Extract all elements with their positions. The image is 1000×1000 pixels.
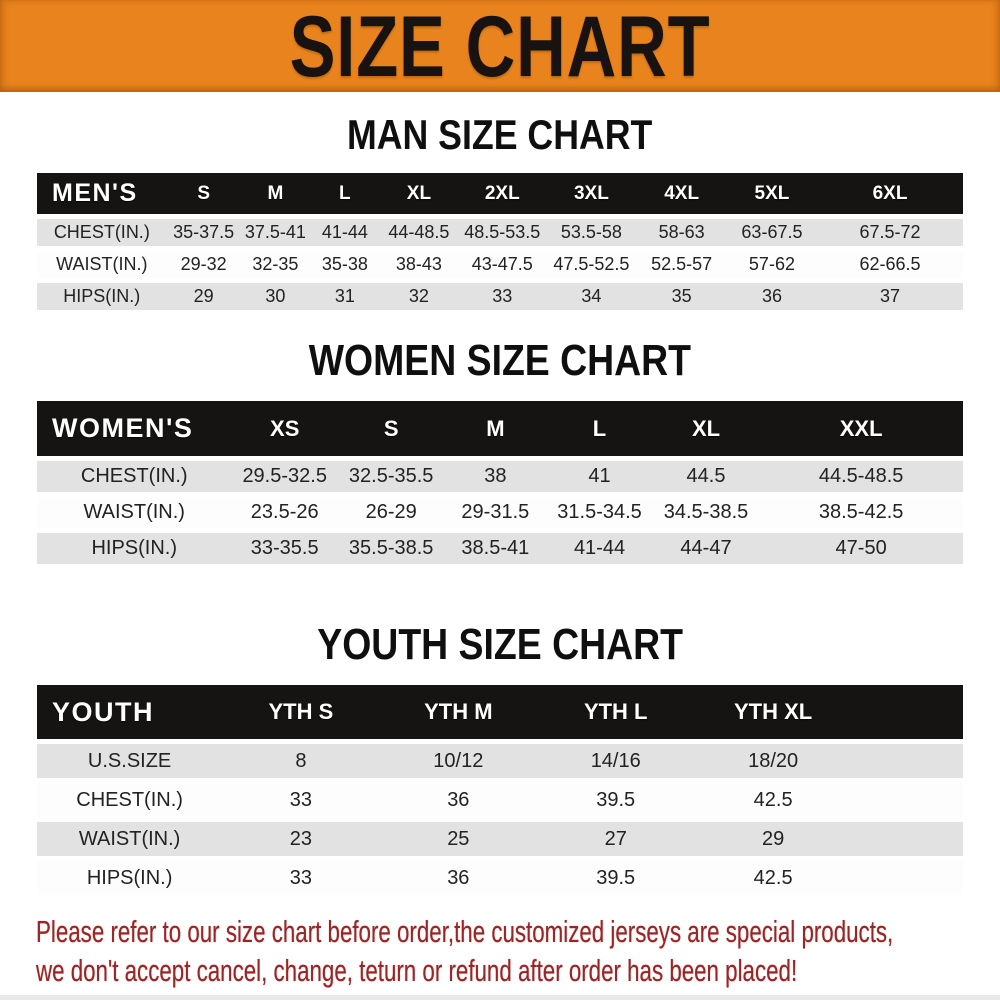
size-cell: 44-47 bbox=[653, 533, 759, 564]
size-column-header: M bbox=[444, 401, 546, 456]
men-size-table bbox=[37, 168, 963, 315]
size-column-header: YTH XL bbox=[694, 685, 851, 739]
footer-note bbox=[36, 912, 964, 990]
header-filler bbox=[852, 685, 963, 739]
banner-title: SIZE CHART bbox=[289, 0, 711, 95]
table-header-row bbox=[37, 401, 963, 456]
size-cell: 35 bbox=[637, 283, 727, 310]
size-column-header: 5XL bbox=[727, 173, 817, 214]
row-label: CHEST(IN.) bbox=[37, 461, 231, 492]
table-group-label: MEN'S bbox=[37, 173, 167, 214]
cell-filler bbox=[852, 861, 963, 895]
footer-line-2: we don't accept cancel, change, teturn or refund after order has been placed! bbox=[36, 953, 798, 988]
size-cell: 44.5 bbox=[653, 461, 759, 492]
youth-heading bbox=[0, 622, 1000, 668]
row-label: WAIST(IN.) bbox=[37, 497, 231, 528]
table-row bbox=[37, 283, 963, 310]
size-column-header: XXL bbox=[759, 401, 963, 456]
size-cell: 44-48.5 bbox=[380, 219, 459, 246]
size-cell: 36 bbox=[380, 783, 537, 817]
size-cell: 39.5 bbox=[537, 783, 694, 817]
size-cell: 29 bbox=[167, 283, 241, 310]
size-column-header: L bbox=[310, 173, 379, 214]
size-cell: 35-37.5 bbox=[167, 219, 241, 246]
size-cell: 67.5-72 bbox=[817, 219, 963, 246]
youth-heading-text: YOUTH SIZE CHART bbox=[317, 620, 683, 669]
size-cell: 29 bbox=[694, 822, 851, 856]
size-cell: 27 bbox=[537, 822, 694, 856]
size-cell: 42.5 bbox=[694, 861, 851, 895]
youth-size-table bbox=[37, 680, 963, 900]
size-cell: 37 bbox=[817, 283, 963, 310]
row-label: CHEST(IN.) bbox=[37, 219, 167, 246]
size-cell: 38 bbox=[444, 461, 546, 492]
size-cell: 29.5-32.5 bbox=[231, 461, 337, 492]
size-column-header: XS bbox=[231, 401, 337, 456]
size-cell: 10/12 bbox=[380, 744, 537, 778]
row-label: WAIST(IN.) bbox=[37, 822, 222, 856]
size-column-header: YTH S bbox=[222, 685, 379, 739]
row-label: U.S.SIZE bbox=[37, 744, 222, 778]
size-cell: 37.5-41 bbox=[241, 219, 310, 246]
size-column-header: 4XL bbox=[637, 173, 727, 214]
size-column-header: 3XL bbox=[546, 173, 636, 214]
size-column-header: YTH L bbox=[537, 685, 694, 739]
size-cell: 33-35.5 bbox=[231, 533, 337, 564]
table-row bbox=[37, 251, 963, 278]
size-cell: 23 bbox=[222, 822, 379, 856]
size-column-header: 6XL bbox=[817, 173, 963, 214]
size-cell: 43-47.5 bbox=[458, 251, 546, 278]
cell-filler bbox=[852, 783, 963, 817]
banner bbox=[0, 0, 1000, 95]
size-cell: 41 bbox=[546, 461, 652, 492]
size-cell: 32 bbox=[380, 283, 459, 310]
table-row bbox=[37, 861, 963, 895]
size-cell: 57-62 bbox=[727, 251, 817, 278]
women-heading-text: WOMEN SIZE CHART bbox=[308, 336, 692, 385]
size-column-header: S bbox=[338, 401, 444, 456]
women-heading bbox=[0, 338, 1000, 384]
size-cell: 14/16 bbox=[537, 744, 694, 778]
row-label: WAIST(IN.) bbox=[37, 251, 167, 278]
row-label: CHEST(IN.) bbox=[37, 783, 222, 817]
table-group-label: WOMEN'S bbox=[37, 401, 231, 456]
size-cell: 36 bbox=[727, 283, 817, 310]
table-row bbox=[37, 219, 963, 246]
table-row bbox=[37, 461, 963, 492]
size-column-header: XL bbox=[653, 401, 759, 456]
youth-section bbox=[0, 622, 1000, 900]
size-column-header: XL bbox=[380, 173, 459, 214]
size-cell: 34.5-38.5 bbox=[653, 497, 759, 528]
size-cell: 35.5-38.5 bbox=[338, 533, 444, 564]
size-cell: 38.5-41 bbox=[444, 533, 546, 564]
row-label: HIPS(IN.) bbox=[37, 533, 231, 564]
size-cell: 47-50 bbox=[759, 533, 963, 564]
size-cell: 62-66.5 bbox=[817, 251, 963, 278]
table-row bbox=[37, 533, 963, 564]
size-cell: 63-67.5 bbox=[727, 219, 817, 246]
table-row bbox=[37, 497, 963, 528]
size-cell: 39.5 bbox=[537, 861, 694, 895]
men-heading-text: MAN SIZE CHART bbox=[347, 111, 653, 158]
size-cell: 47.5-52.5 bbox=[546, 251, 636, 278]
size-cell: 29-32 bbox=[167, 251, 241, 278]
women-size-table bbox=[37, 396, 963, 569]
size-column-header: M bbox=[241, 173, 310, 214]
men-heading bbox=[0, 112, 1000, 158]
size-cell: 29-31.5 bbox=[444, 497, 546, 528]
cell-filler bbox=[852, 744, 963, 778]
size-cell: 41-44 bbox=[546, 533, 652, 564]
size-column-header: YTH M bbox=[380, 685, 537, 739]
size-cell: 33 bbox=[458, 283, 546, 310]
size-cell: 44.5-48.5 bbox=[759, 461, 963, 492]
table-header-row bbox=[37, 173, 963, 214]
size-cell: 34 bbox=[546, 283, 636, 310]
size-column-header: S bbox=[167, 173, 241, 214]
size-cell: 41-44 bbox=[310, 219, 379, 246]
size-cell: 32-35 bbox=[241, 251, 310, 278]
size-column-header: L bbox=[546, 401, 652, 456]
size-cell: 8 bbox=[222, 744, 379, 778]
table-header-row bbox=[37, 685, 963, 739]
size-cell: 23.5-26 bbox=[231, 497, 337, 528]
bottom-edge-strip bbox=[0, 995, 1000, 1000]
size-cell: 35-38 bbox=[310, 251, 379, 278]
size-cell: 26-29 bbox=[338, 497, 444, 528]
size-cell: 31 bbox=[310, 283, 379, 310]
size-cell: 31.5-34.5 bbox=[546, 497, 652, 528]
size-cell: 48.5-53.5 bbox=[458, 219, 546, 246]
men-section bbox=[0, 112, 1000, 315]
table-row bbox=[37, 822, 963, 856]
women-section bbox=[0, 338, 1000, 569]
size-cell: 25 bbox=[380, 822, 537, 856]
size-cell: 38-43 bbox=[380, 251, 459, 278]
row-label: HIPS(IN.) bbox=[37, 283, 167, 310]
size-cell: 18/20 bbox=[694, 744, 851, 778]
table-row bbox=[37, 783, 963, 817]
size-cell: 58-63 bbox=[637, 219, 727, 246]
size-cell: 42.5 bbox=[694, 783, 851, 817]
cell-filler bbox=[852, 822, 963, 856]
size-column-header: 2XL bbox=[458, 173, 546, 214]
size-cell: 33 bbox=[222, 861, 379, 895]
row-label: HIPS(IN.) bbox=[37, 861, 222, 895]
footer-line-1: Please refer to our size chart before order,the customized jerseys are special products, bbox=[36, 914, 894, 949]
size-cell: 38.5-42.5 bbox=[759, 497, 963, 528]
size-cell: 30 bbox=[241, 283, 310, 310]
size-cell: 53.5-58 bbox=[546, 219, 636, 246]
table-group-label: YOUTH bbox=[37, 685, 222, 739]
size-cell: 52.5-57 bbox=[637, 251, 727, 278]
table-row bbox=[37, 744, 963, 778]
size-cell: 36 bbox=[380, 861, 537, 895]
size-cell: 32.5-35.5 bbox=[338, 461, 444, 492]
size-cell: 33 bbox=[222, 783, 379, 817]
